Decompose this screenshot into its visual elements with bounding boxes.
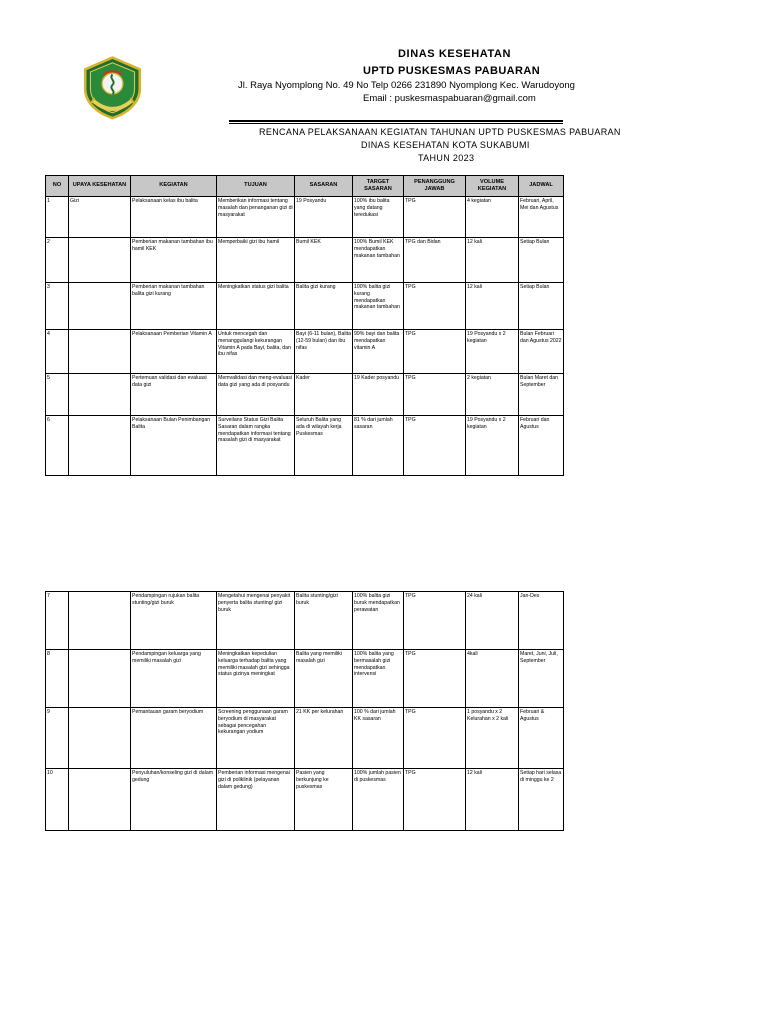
cell-upaya [69, 374, 131, 416]
cell-volume: 12 kali [466, 769, 519, 831]
cell-no: 1 [46, 197, 69, 238]
cell-tujuan: Memvalidasi dan meng-evaluasi data gizi yang ada di posyandu [217, 374, 295, 416]
cell-volume: 19 Posyandu x 2 kegiatan [466, 416, 519, 476]
doc-title-line1: RENCANA PELAKSANAAN KEGIATAN TAHUNAN UPTD PUSKESMAS PABUARAN [259, 127, 621, 137]
cell-no: 4 [46, 330, 69, 374]
cell-no: 9 [46, 708, 69, 769]
cell-upaya: Gizi [69, 197, 131, 238]
table-row [46, 330, 564, 374]
cell-kegiatan: Pertemuan validasi dan evaluasi data gizi [131, 374, 217, 416]
cell-sasaran: Balita yang memiliki masalah gizi [295, 650, 353, 708]
cell-upaya [69, 416, 131, 476]
cell-upaya [69, 283, 131, 330]
cell-kegiatan: Pelaksanaan Bulan Penimbangan Balita [131, 416, 217, 476]
cell-penanggung-jawab: TPG [404, 592, 466, 650]
cell-jadwal: Bulan Februari dan Agustus 2022 [519, 330, 564, 374]
header-upaya: UPAYA KESEHATAN [69, 176, 131, 197]
header-penanggung-jawab: PENANGGUNG JAWAB [404, 176, 466, 197]
cell-sasaran: Bumil KEK [295, 238, 353, 283]
table-row [46, 769, 564, 831]
cell-target: 19 Kader posyandu [353, 374, 404, 416]
table-row [46, 238, 564, 283]
doc-title-line3: TAHUN 2023 [418, 153, 475, 163]
cell-volume: 4kali [466, 650, 519, 708]
cell-target: 100% balita gizi buruk mendapatkan perawatan [353, 592, 404, 650]
cell-target: 100% balita yang bermasalah gizi mendapatkan intervensi [353, 650, 404, 708]
cell-upaya [69, 708, 131, 769]
cell-penanggung-jawab: TPG dan Bidan [404, 238, 466, 283]
org-address: Jl. Raya Nyomplong No. 49 No Telp 0266 231890 Nyomplong Kec. Warudoyong [238, 80, 575, 91]
cell-no: 2 [46, 238, 69, 283]
cell-no: 10 [46, 769, 69, 831]
cell-upaya [69, 650, 131, 708]
cell-sasaran: Pasien yang berkunjung ke puskesmas [295, 769, 353, 831]
cell-tujuan: Mengetahui mengenai penyakit penyerta balita stunting/ gizi buruk [217, 592, 295, 650]
cell-target: 81 % dari jumlah sasaran [353, 416, 404, 476]
org-email: Email : puskesmaspabuaran@gmail.com [363, 93, 536, 104]
cell-kegiatan: Pemantauan garam beryodium [131, 708, 217, 769]
header-jadwal: JADWAL [519, 176, 564, 197]
cell-penanggung-jawab: TPG [404, 650, 466, 708]
cell-target: 100 % dari jumlah KK sasaran [353, 708, 404, 769]
table-row [46, 283, 564, 330]
cell-kegiatan: Pemberian makanan tambahan ibu hamil KEK [131, 238, 217, 283]
cell-no: 5 [46, 374, 69, 416]
cell-jadwal: Februari dan Agustus [519, 416, 564, 476]
header-no: NO [46, 176, 69, 197]
cell-tujuan: Meningkatkan status gizi balita [217, 283, 295, 330]
cell-penanggung-jawab: TPG [404, 330, 466, 374]
cell-tujuan: Meningkatkan kepedulian keluarga terhadap balita yang memiliki masalah gizi sehingga status gizinya meningkat [217, 650, 295, 708]
table-row [46, 197, 564, 238]
cell-no: 3 [46, 283, 69, 330]
cell-volume: 12 kali [466, 238, 519, 283]
cell-tujuan: Memperbaiki gizi ibu hamil [217, 238, 295, 283]
cell-tujuan: Untuk mencegah dan menanggulangi kekurangan Vitamin A pada Bayi, balita, dan ibu nifas [217, 330, 295, 374]
header-divider-thick [229, 120, 563, 122]
cell-kegiatan: Pendampingan rujukan balita stunting/gizi buruk [131, 592, 217, 650]
cell-sasaran: 21 KK per kelurahan [295, 708, 353, 769]
cell-tujuan: Screening penggunaan garam beryodium di masyarakat sebagai pencegahan kekurangan yodium [217, 708, 295, 769]
cell-penanggung-jawab: TPG [404, 283, 466, 330]
cell-upaya [69, 769, 131, 831]
header-volume: VOLUME KEGIATAN [466, 176, 519, 197]
cell-volume: 12 kali [466, 283, 519, 330]
cell-kegiatan: Pelaksanaan kelas ibu balita [131, 197, 217, 238]
header-tujuan: TUJUAN [217, 176, 295, 197]
cell-jadwal: Setiap Bulan [519, 238, 564, 283]
cell-jadwal: Februari, April, Mei dan Agustus [519, 197, 564, 238]
header-target: TARGET SASARAN [353, 176, 404, 197]
cell-tujuan: Memberikan informasi tentang masalah dan penanganan gizi di masyarakat [217, 197, 295, 238]
table-row [46, 374, 564, 416]
cell-jadwal: Setiap Bulan [519, 283, 564, 330]
table-row [46, 650, 564, 708]
cell-upaya [69, 330, 131, 374]
cell-sasaran: Kader [295, 374, 353, 416]
cell-volume: 19 Posyandu x 2 kegiatan [466, 330, 519, 374]
cell-kegiatan: Pemberian makanan tambahan balita gizi kurang [131, 283, 217, 330]
cell-kegiatan: Pelaksanaan Pemberian Vitamin A [131, 330, 217, 374]
header-sasaran: SASARAN [295, 176, 353, 197]
cell-target: 100% jumlah pasien di puskesmas [353, 769, 404, 831]
cell-upaya [69, 592, 131, 650]
cell-sasaran: Balita gizi kurang [295, 283, 353, 330]
cell-volume: 24 kali [466, 592, 519, 650]
header-kegiatan: KEGIATAN [131, 176, 217, 197]
cell-volume: 4 kegiatan [466, 197, 519, 238]
cell-no: 6 [46, 416, 69, 476]
cell-jadwal: Bulan Maret dan September [519, 374, 564, 416]
cell-target: 99% bayi dan balita mendapatkan vitamin A [353, 330, 404, 374]
doc-title-line2: DINAS KESEHATAN KOTA SUKABUMI [361, 140, 530, 150]
cell-volume: 2 kegiatan [466, 374, 519, 416]
activity-plan-table [45, 175, 564, 476]
cell-jadwal: Setiap hari selasa di minggu ke 2 [519, 769, 564, 831]
cell-tujuan: Surveilans Status Gizi Balita Sasaran dalam rangka mendapatkan informasi tentang masalah gizi di masyarakat [217, 416, 295, 476]
table-row [46, 708, 564, 769]
cell-no: 7 [46, 592, 69, 650]
cell-penanggung-jawab: TPG [404, 769, 466, 831]
activity-plan-table-continued [45, 591, 564, 831]
cell-penanggung-jawab: TPG [404, 708, 466, 769]
cell-sasaran: Bayi (6-11 bulan), Balita (12-59 bulan) dan ibu nifas [295, 330, 353, 374]
cell-kegiatan: Pendampingan keluarga yang memiliki masalah gizi [131, 650, 217, 708]
cell-jadwal: Jan-Des [519, 592, 564, 650]
cell-penanggung-jawab: TPG [404, 197, 466, 238]
cell-kegiatan: Penyuluhan/konseling gizi di dalam gedung [131, 769, 217, 831]
table-row [46, 416, 564, 476]
cell-jadwal: Februari & Agustus [519, 708, 564, 769]
cell-tujuan: Pemberian informasi mengenai gizi di poliklinik (pelayanan dalam gedung) [217, 769, 295, 831]
cell-target: 100% ibu balita yang datang teredukasi [353, 197, 404, 238]
cell-upaya [69, 238, 131, 283]
cell-sasaran: 19 Posyandu [295, 197, 353, 238]
cell-sasaran: Balita stunting/gizi buruk [295, 592, 353, 650]
header-divider-thin [229, 123, 563, 124]
org-name-line2: UPTD PUSKESMAS PABUARAN [363, 65, 541, 77]
cell-no: 8 [46, 650, 69, 708]
org-name-line1: DINAS KESEHATAN [398, 48, 512, 60]
cell-target: 100% balita gizi kurang mendapatkan makanan tambahan [353, 283, 404, 330]
puskesmas-emblem-icon [80, 55, 145, 120]
cell-target: 100% Bumil KEK mendapatkan makanan tambahan [353, 238, 404, 283]
table-header-row [46, 176, 564, 197]
table-row [46, 592, 564, 650]
cell-sasaran: Seluruh Balita yang ada di wilayah kerja Puskesmas [295, 416, 353, 476]
cell-penanggung-jawab: TPG [404, 374, 466, 416]
cell-penanggung-jawab: TPG [404, 416, 466, 476]
cell-volume: 1 posyandu x 2 Kelurahan x 2 kali [466, 708, 519, 769]
cell-jadwal: Maret, Juni, Juli, September [519, 650, 564, 708]
